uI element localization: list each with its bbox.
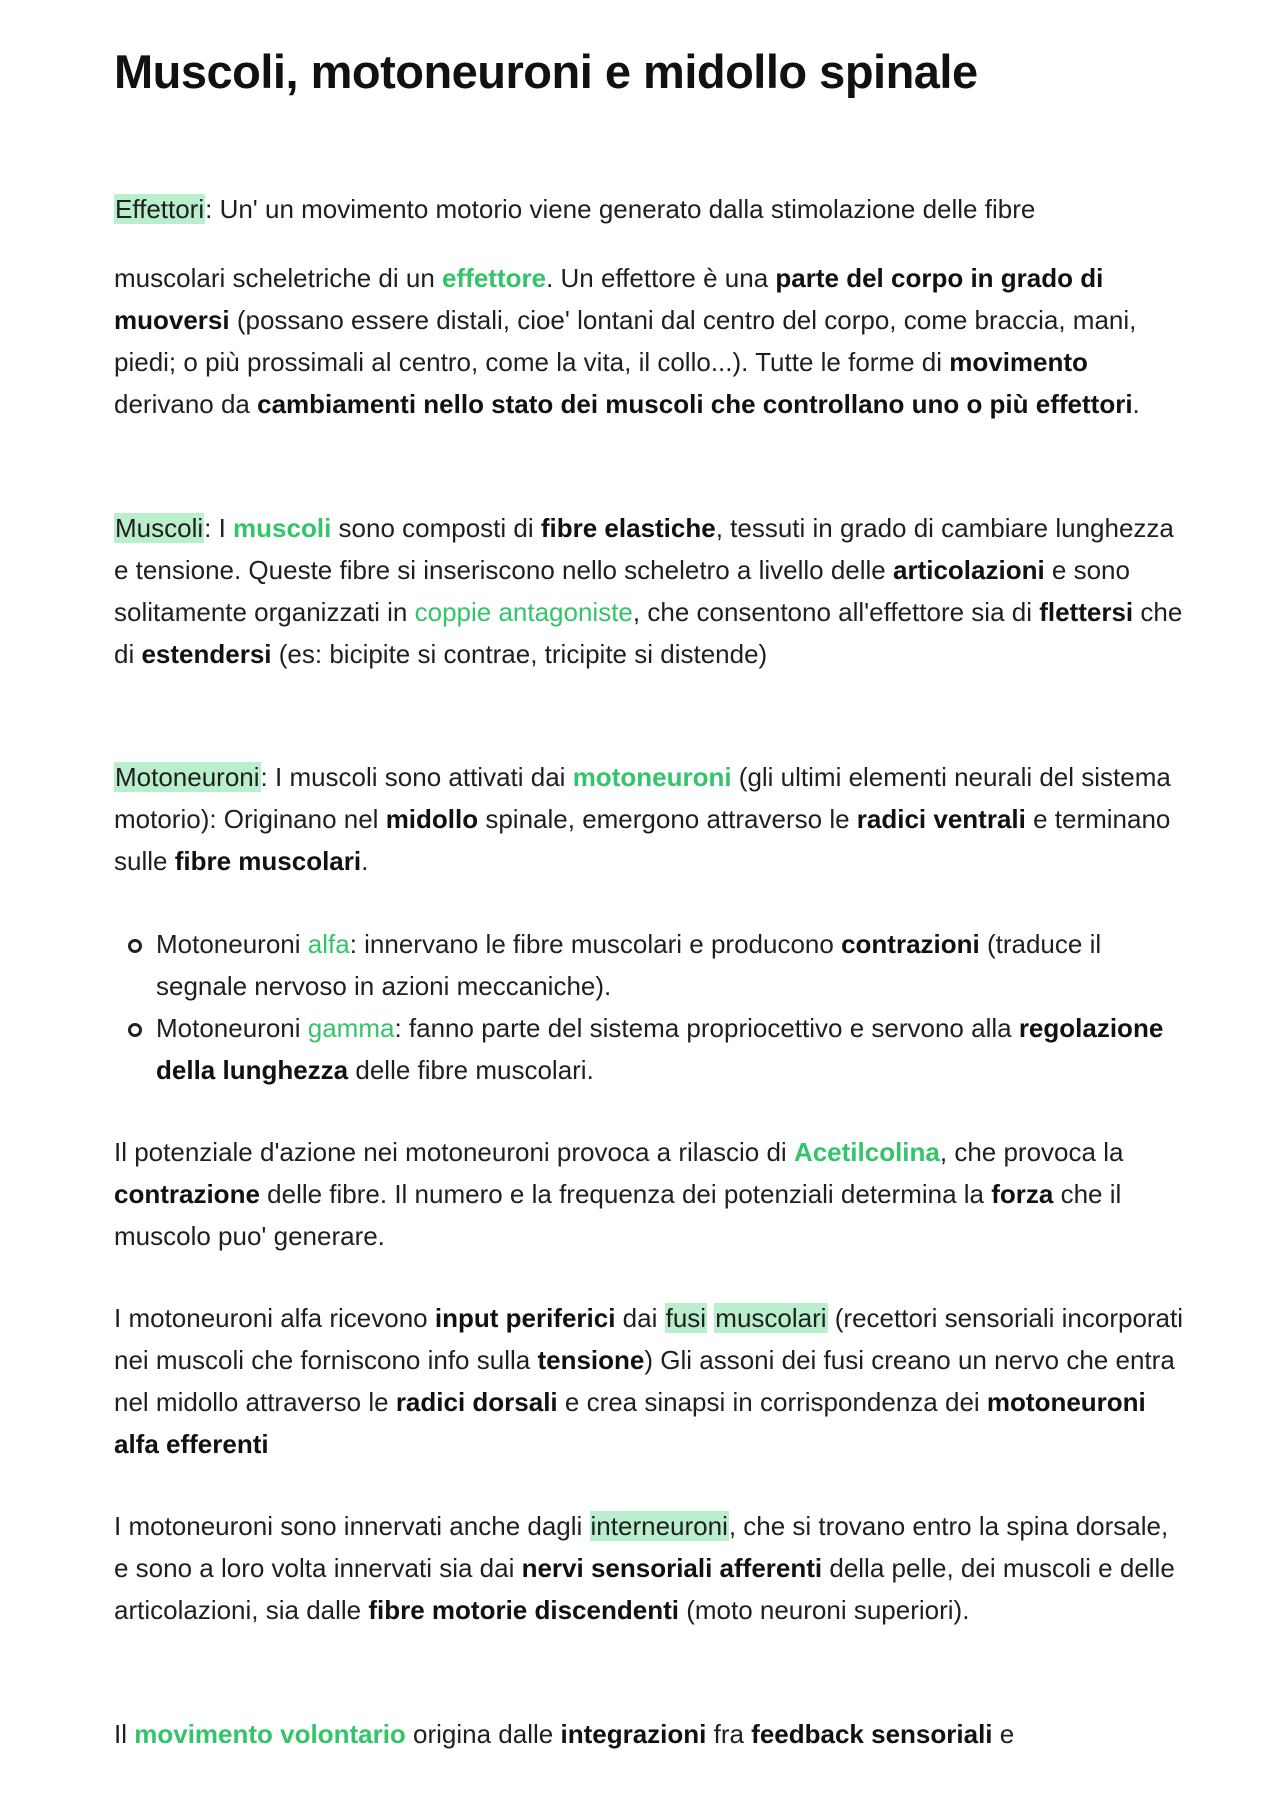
- text: e sono solitamente organizzati in: [114, 555, 1130, 627]
- text: che il muscolo puo' generare.: [114, 1179, 1122, 1251]
- text: Motoneuroni: [156, 929, 308, 959]
- text: spinale, emergono attraverso le: [478, 804, 857, 834]
- text: (possano essere distali, cioe' lontani dal centro del corpo, come braccia, mani, piedi; o più prossimali al centro, come la vita, il collo...). Tutte le forme di: [114, 305, 1137, 377]
- text: : Un' un movimento motorio viene generato dalla stimolazione delle fibre: [205, 194, 1036, 224]
- paragraph-motoneuroni-alfa: [114, 1297, 1184, 1465]
- keyword-acetilcolina: Acetilcolina: [793, 1137, 940, 1167]
- bold-text: estendersi: [141, 639, 272, 669]
- bold-text: fibre elastiche: [540, 513, 716, 543]
- paragraph-movimento-volontario: [114, 1713, 1184, 1755]
- text: derivano da: [114, 389, 258, 419]
- text: (traduce il segnale nervoso in azioni meccaniche).: [156, 929, 1102, 1001]
- text: dai: [615, 1303, 665, 1333]
- text: : I: [204, 513, 234, 543]
- paragraph-muscoli: [114, 507, 1184, 675]
- keyword-coppie-antagoniste: coppie antagoniste: [414, 597, 633, 627]
- text: (recettori sensoriali incorporati nei muscoli che forniscono info sulla: [114, 1303, 1184, 1375]
- term-motoneuroni: Motoneuroni: [115, 762, 260, 792]
- bold-text: midollo: [385, 804, 479, 834]
- text: Il potenziale d'azione nei motoneuroni provoca a rilascio di: [114, 1137, 794, 1167]
- paragraph-effettori-body: [114, 257, 1184, 425]
- bold-text: cambiamenti nello stato dei muscoli che controllano uno o più effettori: [257, 389, 1133, 419]
- bold-text: tensione: [537, 1345, 645, 1375]
- keyword-effettore: effettore: [442, 263, 547, 293]
- text: , tessuti in grado di cambiare lunghezza e tensione. Queste fibre si inseriscono nello scheletro a livello delle: [114, 513, 1174, 585]
- text: .: [361, 846, 369, 876]
- text: e: [992, 1719, 1015, 1749]
- text: che di: [114, 597, 1183, 669]
- bold-text: feedback sensoriali: [751, 1719, 993, 1749]
- bold-text: nervi sensoriali afferenti: [521, 1553, 823, 1583]
- bold-text: articolazioni: [892, 555, 1045, 585]
- term-muscoli: Muscoli: [115, 513, 204, 543]
- bold-text: fibre muscolari: [174, 846, 362, 876]
- page-title: Muscoli, motoneuroni e midollo spinale: [114, 45, 978, 98]
- keyword-movimento-volontario: movimento volontario: [134, 1719, 406, 1749]
- term-muscolari: muscolari: [715, 1303, 827, 1333]
- text: (moto neuroni superiori).: [678, 1595, 970, 1625]
- list-item: [114, 923, 1184, 1007]
- text: delle fibre muscolari.: [348, 1055, 594, 1085]
- text: : I muscoli sono attivati dai: [260, 762, 573, 792]
- bullet-icon: [128, 939, 142, 953]
- paragraph-potenziale: [114, 1131, 1184, 1257]
- text: , che provoca la: [939, 1137, 1124, 1167]
- paragraph-interneuroni: [114, 1505, 1184, 1631]
- bold-text: contrazione: [114, 1179, 260, 1209]
- text: ) Gli assoni dei fusi creano un nervo che entra nel midollo attraverso le: [114, 1345, 1175, 1417]
- text: Il: [114, 1719, 135, 1749]
- text: e crea sinapsi in corrispondenza dei: [557, 1387, 987, 1417]
- text: : fanno parte del sistema propriocettivo e servono alla: [394, 1013, 1019, 1043]
- bold-text: radici dorsali: [395, 1387, 558, 1417]
- text: .: [1132, 389, 1140, 419]
- bold-text: contrazioni: [841, 929, 980, 959]
- keyword-muscoli: muscoli: [233, 513, 332, 543]
- text: . Un effettore è una: [546, 263, 776, 293]
- bold-text: fibre motorie discendenti: [368, 1595, 679, 1625]
- term-effettori: Effettori: [115, 194, 205, 224]
- text: : innervano le fibre muscolari e producono: [349, 929, 842, 959]
- text: , che consentono all'effettore sia di: [632, 597, 1040, 627]
- keyword-gamma: gamma: [307, 1013, 395, 1043]
- bold-text: input periferici: [434, 1303, 616, 1333]
- paragraph-effettori: [114, 188, 1184, 230]
- keyword-motoneuroni: motoneuroni: [572, 762, 732, 792]
- bold-text: flettersi: [1039, 597, 1134, 627]
- text: e terminano sulle: [114, 804, 1171, 876]
- list-item: [114, 1007, 1184, 1091]
- paragraph-motoneuroni: [114, 756, 1184, 882]
- text: della pelle, dei muscoli e delle articolazioni, sia dalle: [114, 1553, 1175, 1625]
- bold-text: forza: [991, 1179, 1054, 1209]
- text: sono composti di: [331, 513, 541, 543]
- text: muscolari scheletriche di un: [114, 263, 443, 293]
- text: (gli ultimi elementi neurali del sistema motorio): Originano nel: [114, 762, 1171, 834]
- text: delle fibre. Il numero e la frequenza dei potenziali determina la: [259, 1179, 992, 1209]
- text: fra: [706, 1719, 752, 1749]
- keyword-alfa: alfa: [307, 929, 350, 959]
- text: origina dalle: [405, 1719, 561, 1749]
- bold-text: integrazioni: [560, 1719, 707, 1749]
- text: (es: bicipite si contrae, tricipite si distende): [271, 639, 768, 669]
- bold-text: movimento: [949, 347, 1088, 377]
- text: Motoneuroni: [156, 1013, 308, 1043]
- bullet-icon: [128, 1023, 142, 1037]
- text: I motoneuroni alfa ricevono: [114, 1303, 435, 1333]
- bold-text: regolazione della lunghezza: [156, 1013, 1164, 1085]
- term-fusi: fusi: [665, 1303, 707, 1333]
- text: , che si trovano entro la spina dorsale, e sono a loro volta innervati sia dai: [114, 1511, 1169, 1583]
- bullet-list: [114, 923, 1184, 1091]
- bold-text: parte del corpo in grado di muoversi: [114, 263, 1104, 335]
- text: I motoneuroni sono innervati anche dagli: [114, 1511, 590, 1541]
- bold-text: radici ventrali: [856, 804, 1026, 834]
- bold-text: motoneuroni alfa efferenti: [114, 1387, 1146, 1459]
- term-interneuroni: interneuroni: [590, 1511, 728, 1541]
